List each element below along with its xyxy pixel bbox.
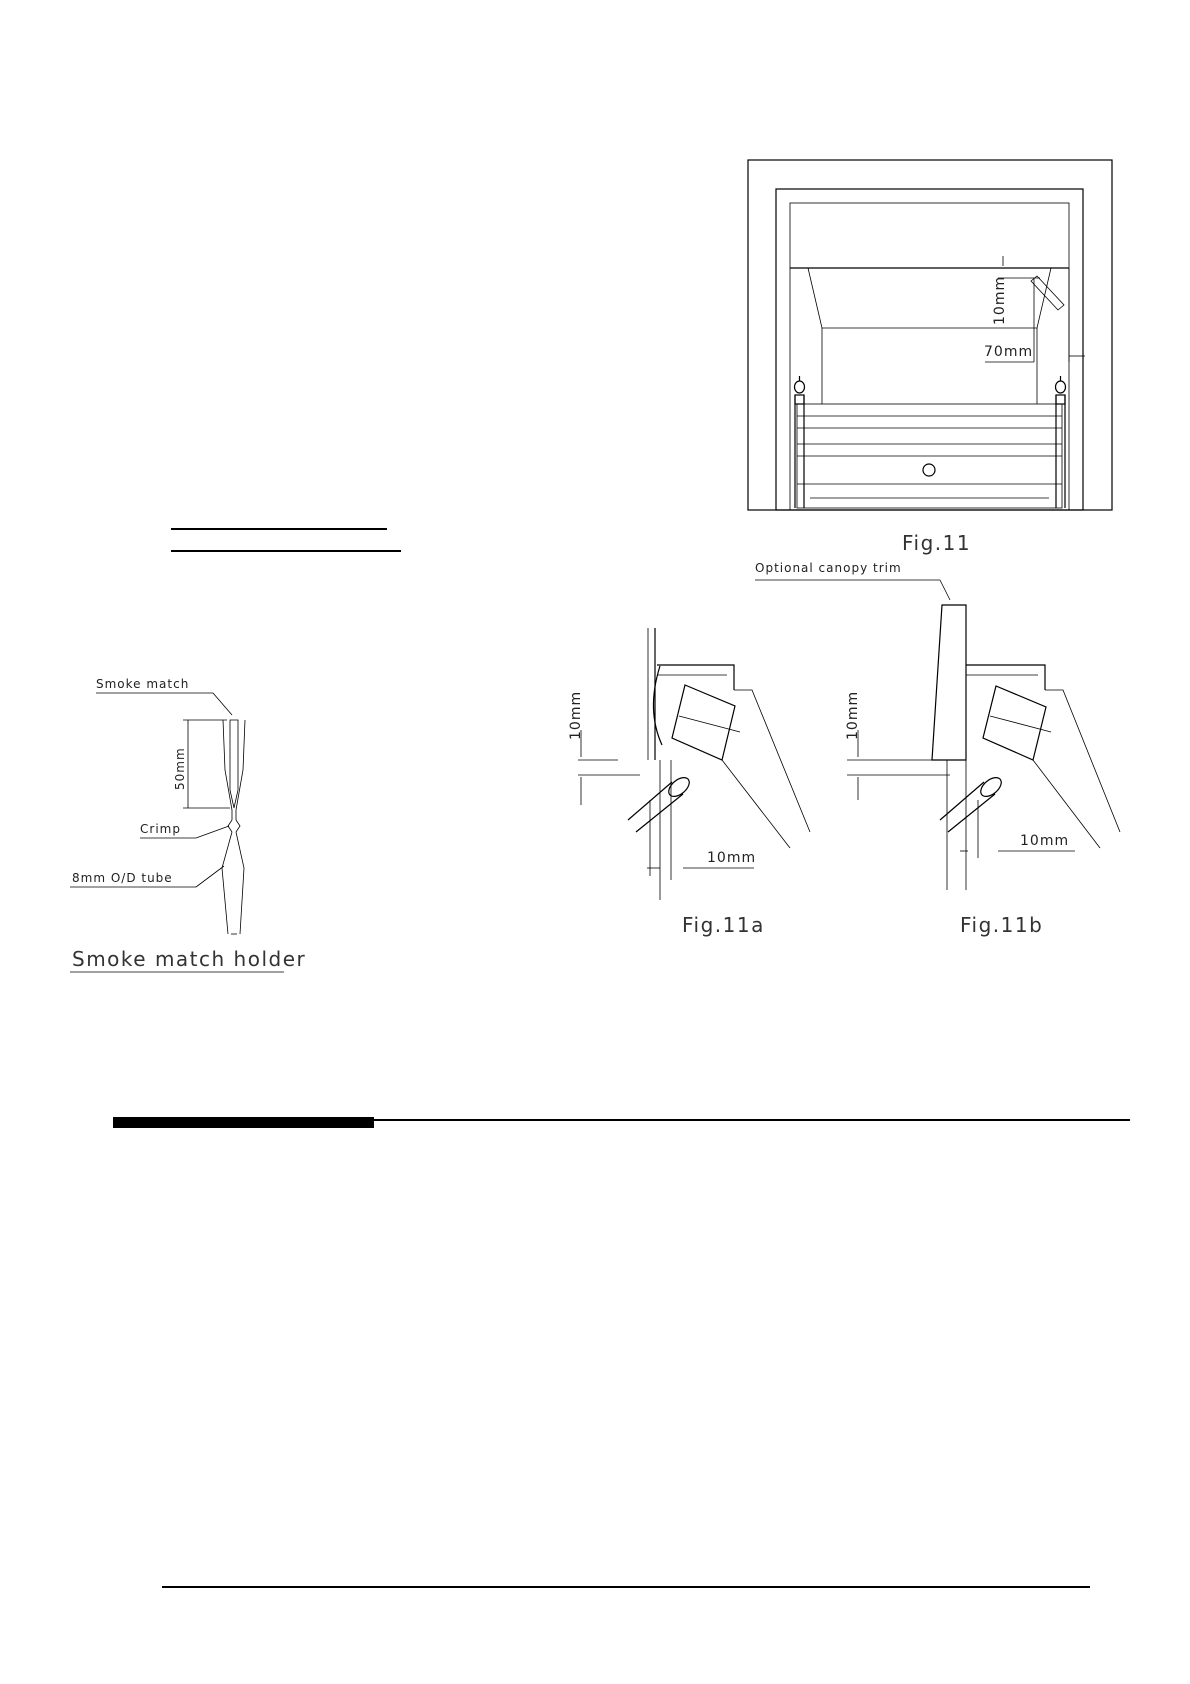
fig11b-canopy-section — [755, 580, 1120, 890]
fig11-dim-horizontal: 70mm — [984, 344, 1034, 360]
fig11-finial-right — [1056, 376, 1066, 508]
fig11b-dim-vertical: 10mm — [845, 690, 861, 740]
section-rule-heavy — [113, 1117, 374, 1128]
holder-tube — [222, 832, 232, 934]
section-rule-light — [374, 1119, 1130, 1121]
fig11-control-knob — [923, 464, 935, 476]
fig11-caption: Fig.11 — [902, 531, 972, 555]
fig11b-caption: Fig.11b — [960, 913, 1044, 937]
holder-smoke-match — [230, 720, 238, 808]
holder-tube-label: 8mm O/D tube — [72, 871, 173, 885]
fig11b-canopy-trim — [932, 605, 966, 760]
fig11a-canopy-section — [568, 628, 810, 900]
fig11-surround-outer — [748, 160, 1112, 510]
fig11-firebox-back — [808, 268, 1051, 328]
footer-rule — [162, 1586, 1090, 1588]
holder-caption: Smoke match holder — [72, 947, 307, 971]
fig11-fireplace-front-view — [748, 160, 1112, 510]
fig11-dim-vertical: 10mm — [992, 275, 1008, 325]
holder-crimp-label: Crimp — [140, 822, 181, 836]
fig11a-dim-vertical: 10mm — [568, 690, 584, 740]
fig11-finial-left — [795, 376, 805, 508]
holder-match-label: Smoke match — [96, 677, 190, 691]
fig11-smoke-match — [1031, 276, 1064, 310]
fig11b-burner-block — [983, 686, 1046, 760]
fig11b-trim-label: Optional canopy trim — [755, 561, 902, 575]
fig11b-smoke-match — [940, 774, 1005, 832]
fig11a-caption: Fig.11a — [682, 913, 765, 937]
fig11b-dim-horizontal: 10mm — [1020, 833, 1070, 849]
holder-length-label: 50mm — [173, 747, 187, 790]
fig11a-dim-horizontal: 10mm — [707, 850, 757, 866]
